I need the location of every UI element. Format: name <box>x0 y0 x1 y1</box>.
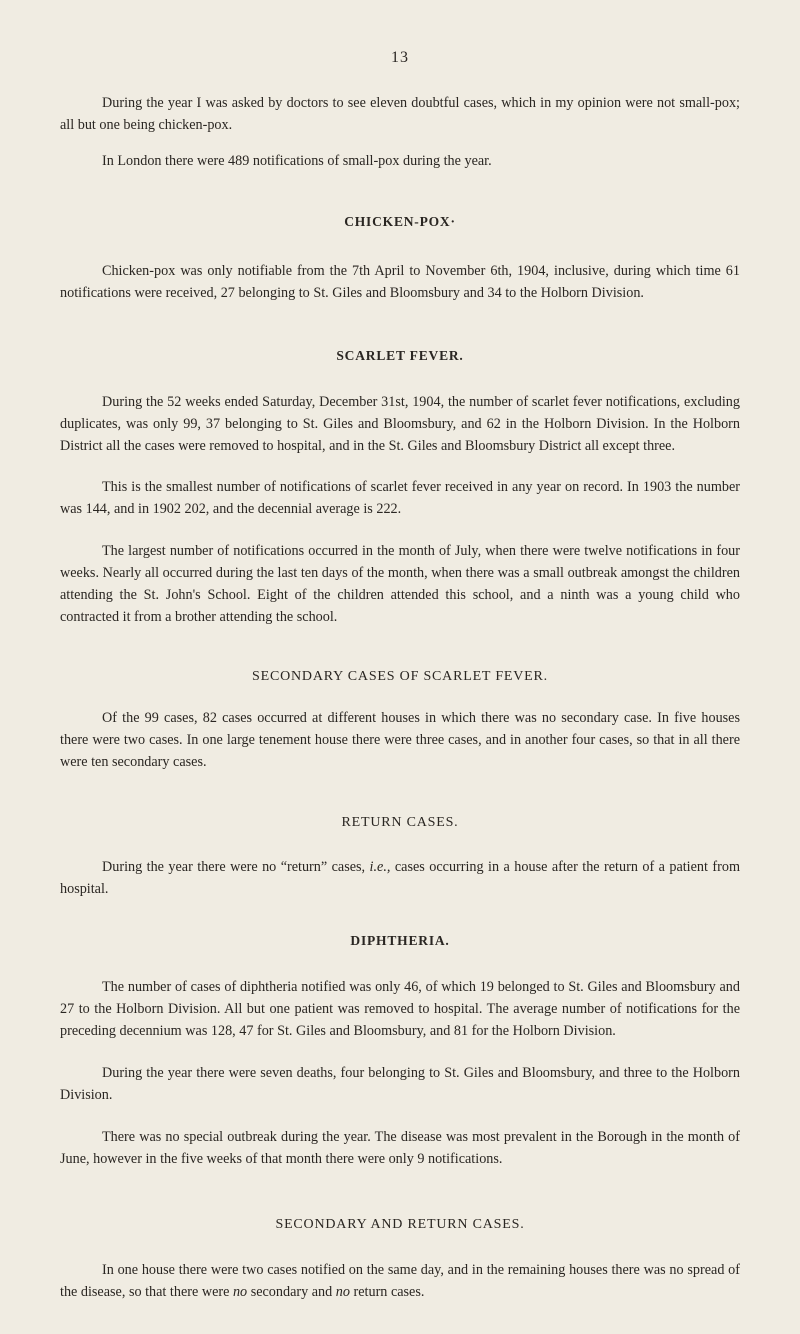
paragraph-scarlet-fever-record: This is the smallest number of notifications of scarlet fever received in any year on record. In 1903 the number was 144, and in 1902 202, and the decennial average is 222. <box>60 479 740 517</box>
paragraph-scarlet-fever-notifications: During the 52 weeks ended Saturday, December 31st, 1904, the number of scarlet fever notifications, excluding duplicates, was only 99, 37 belonging to St. Giles and Bloomsbury, and 62 in the Holborn Division. In the Holborn District all the cases were removed to hospital, and in the St. Giles and Bloomsbury District all except three. <box>60 394 740 454</box>
heading-diphtheria: DIPHTHERIA. <box>350 933 450 948</box>
paragraph-return-cases <box>60 856 740 900</box>
paragraph-italic-text: i.e., <box>369 859 391 875</box>
paragraph-london-smallpox: In London there were 489 notifications of small-pox during the year. <box>102 153 492 169</box>
paragraph-text: return cases. <box>349 1284 425 1300</box>
paragraph-text: secondary and <box>247 1284 336 1300</box>
heading-chicken-pox: CHICKEN-POX· <box>344 214 456 229</box>
paragraph-smallpox-doubtful-cases: During the year I was asked by doctors to see eleven doubtful cases, which in my opinion were not small-pox; all but one being chicken-pox. <box>60 95 740 133</box>
paragraph-secondary-and-return <box>60 1259 740 1303</box>
paragraph-diphtheria-notifications: The number of cases of diphtheria notified was only 46, of which 19 belonged to St. Giles and Bloomsbury and 27 to the Holborn Division. All but one patient was removed to hospital. The average number of notifications for the preceding decennium was 128, 47 for St. Giles and Bloomsbury, and 81 for the Holborn Division. <box>60 979 740 1039</box>
paragraph-italic-text: no <box>232 1284 248 1300</box>
paragraph-diphtheria-deaths: During the year there were seven deaths, four belonging to St. Giles and Bloomsbury, and three to the Holborn Division. <box>60 1065 740 1103</box>
heading-secondary-scarlet-fever: SECONDARY CASES OF SCARLET FEVER. <box>252 669 548 684</box>
heading-return-cases: RETURN CASES. <box>341 815 459 830</box>
heading-secondary-and-return-cases: SECONDARY AND RETURN CASES. <box>275 1217 525 1232</box>
paragraph-text: cases occurring in a house after the return of a patient from hospital. <box>60 859 740 897</box>
paragraph-chicken-pox: Chicken-pox was only notifiable from the 7th April to November 6th, 1904, inclusive, during which time 61 notifications were received, 27 belonging to St. Giles and Bloomsbury and 34 to the Holborn Division. <box>60 263 740 301</box>
paragraph-text: In one house there were two cases notified on the same day, and in the remaining houses there was no spread of the disease, so that there were <box>60 1262 740 1300</box>
page-number: 13 <box>391 49 409 66</box>
page-body <box>60 92 740 1303</box>
paragraph-scarlet-fever-july: The largest number of notifications occurred in the month of July, when there were twelve notifications in four weeks. Nearly all occurred during the last ten days of the month, when there was a small outbreak amongst the children attending the St. John's School. Eight of the children attended this school, and a ninth was a young child who contracted it from a brother attending the school. <box>60 543 740 625</box>
paragraph-text: During the year there were no “return” cases, <box>102 859 370 875</box>
paragraph-secondary-cases: Of the 99 cases, 82 cases occurred at different houses in which there was no secondary case. In five houses there were two cases. In one large tenement house there were three cases, and in another four cases, so that in all there were ten secondary cases. <box>60 710 740 770</box>
heading-scarlet-fever: SCARLET FEVER. <box>336 348 464 363</box>
paragraph-diphtheria-outbreak: There was no special outbreak during the year. The disease was most prevalent in the Borough in the month of June, however in the five weeks of that month there were only 9 notifications. <box>60 1129 740 1167</box>
paragraph-italic-text: no <box>335 1284 350 1300</box>
